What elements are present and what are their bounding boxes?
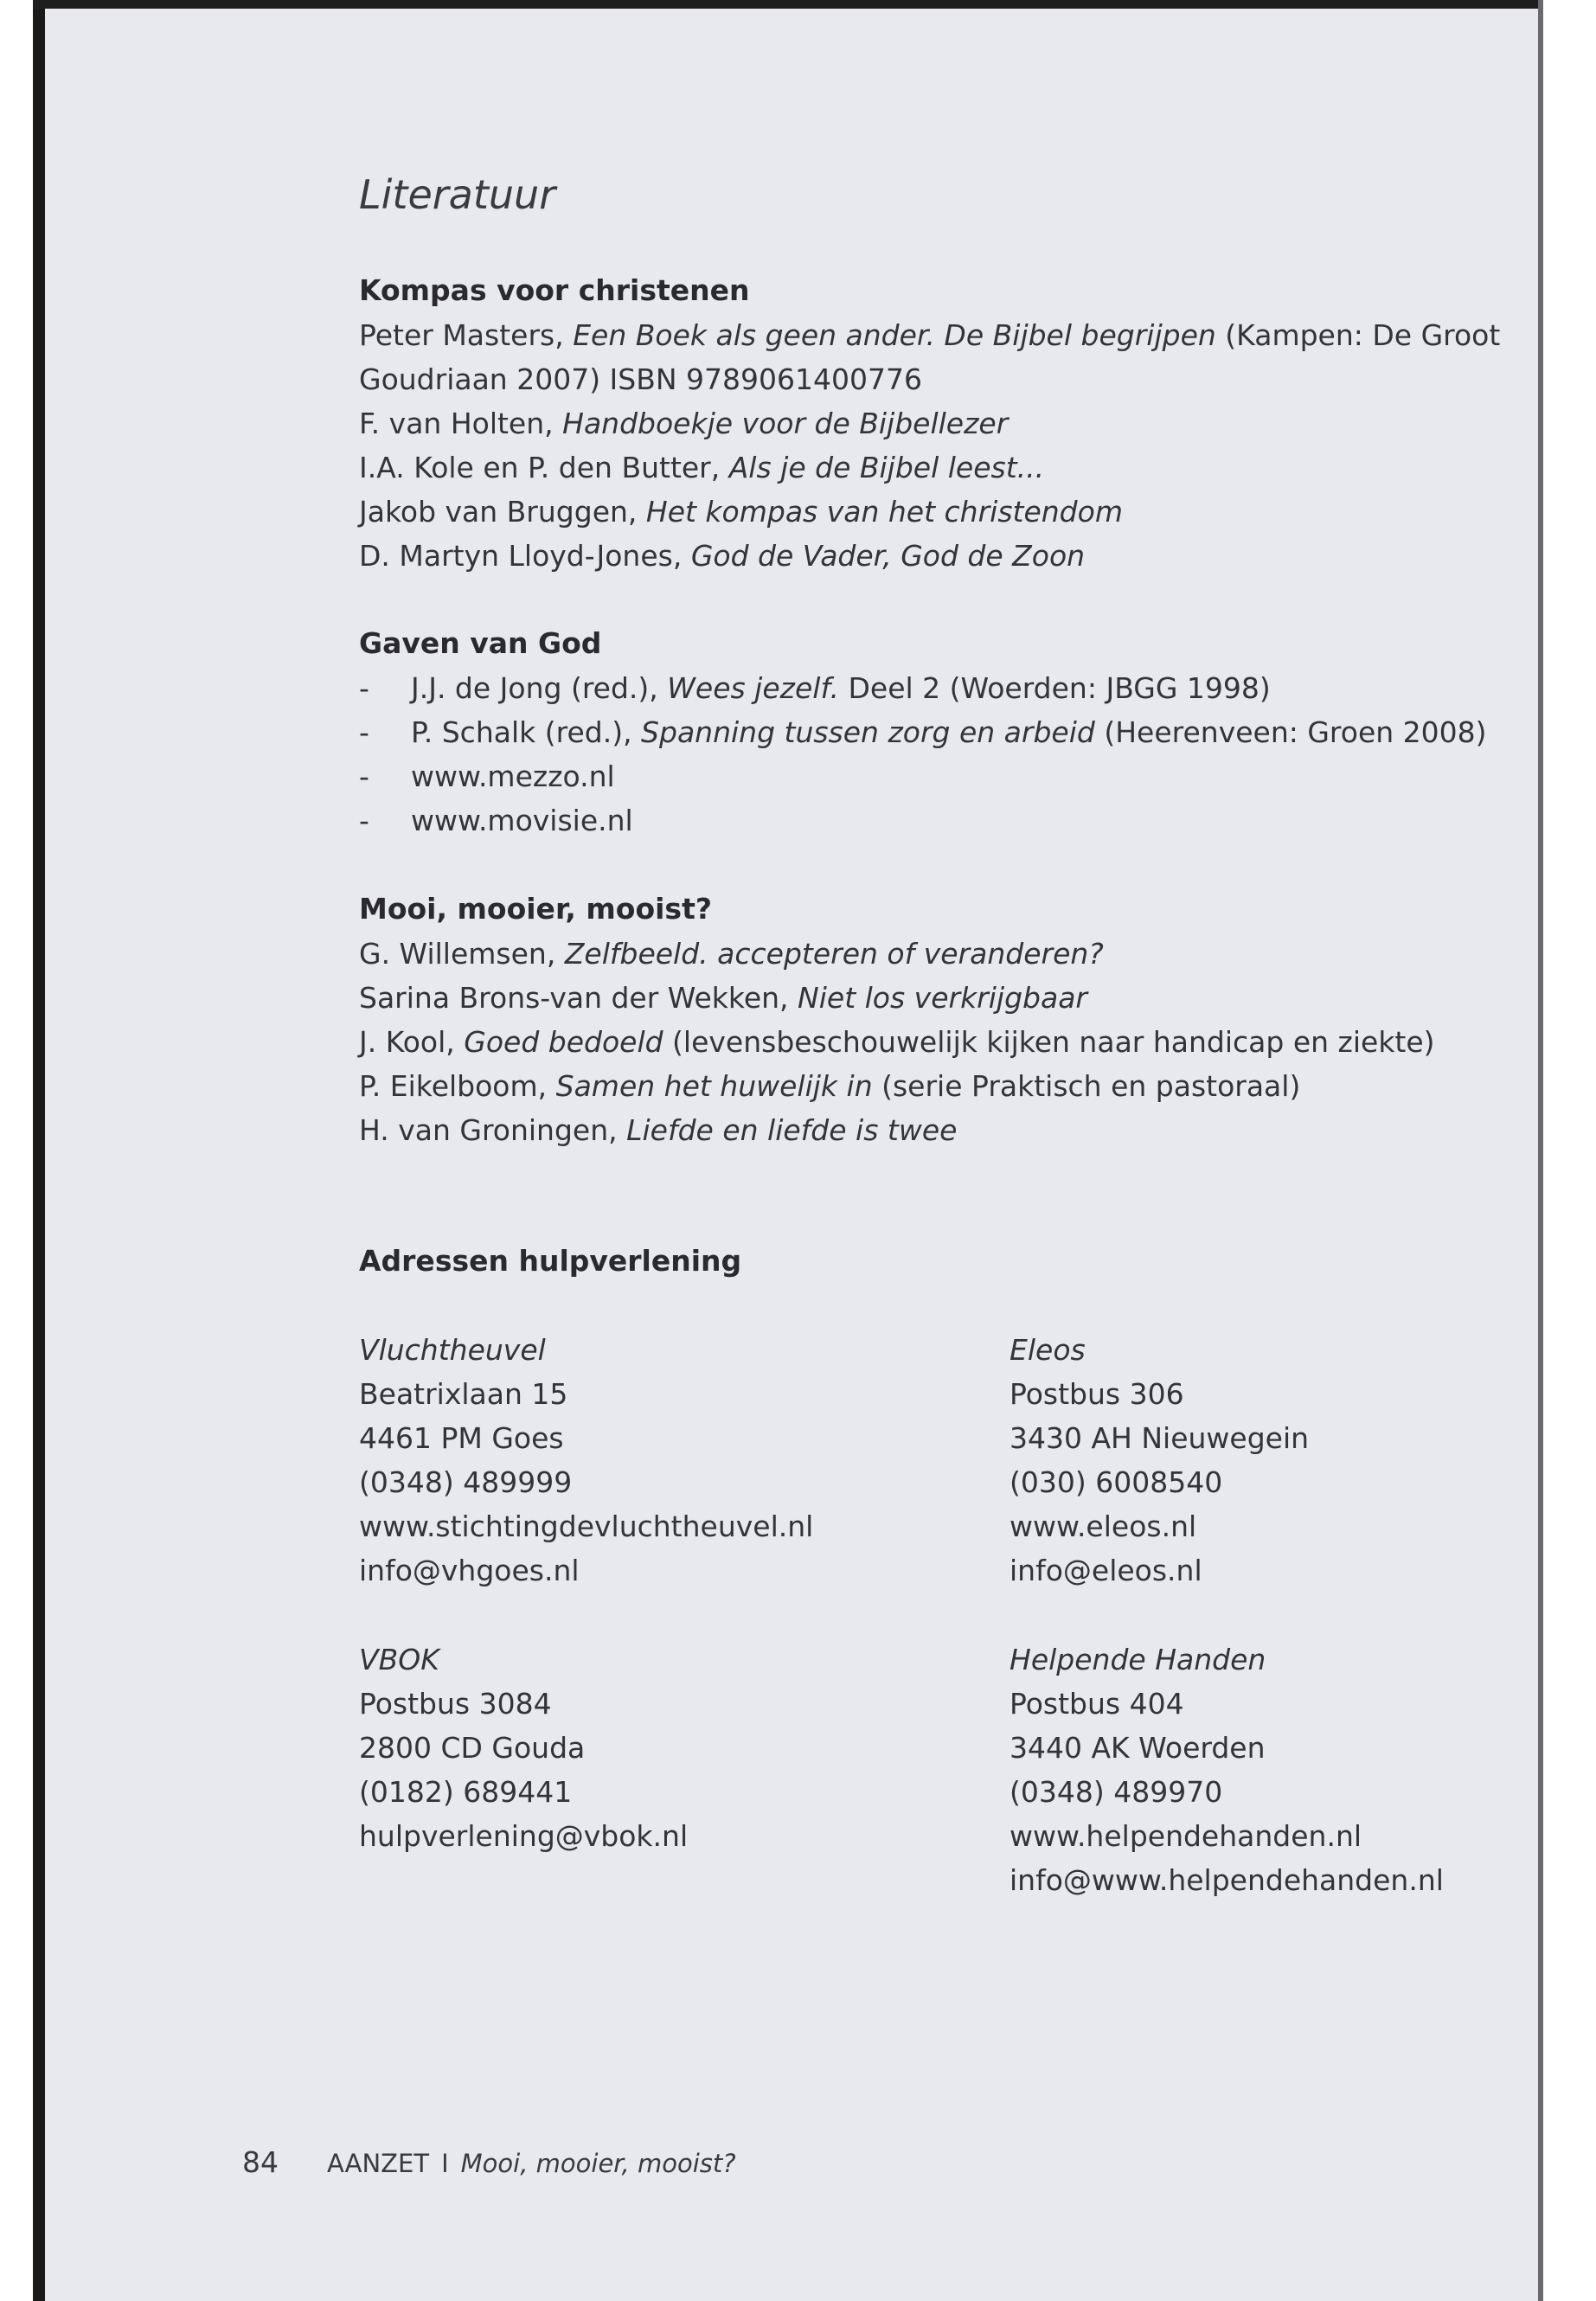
reference-text: P. Schalk (red.), bbox=[411, 715, 642, 749]
reference-text: www.movisie.nl bbox=[411, 804, 633, 837]
address-name: Vluchtheuvel bbox=[359, 1333, 546, 1367]
reference-line bbox=[359, 313, 1509, 357]
footer-series: AANZET bbox=[327, 2149, 430, 2178]
reference-line bbox=[359, 1064, 1509, 1108]
reference-text: F. van Holten, bbox=[359, 407, 563, 440]
section-title-kompas: Kompas voor christenen bbox=[359, 273, 750, 307]
reference-text: I.A. Kole en P. den Butter, bbox=[359, 451, 729, 484]
address-city: 4461 PM Goes bbox=[359, 1421, 564, 1455]
reference-line bbox=[359, 666, 1509, 710]
address-name: VBOK bbox=[359, 1643, 439, 1676]
list-dash: - bbox=[359, 804, 369, 837]
reference-list-mooi bbox=[359, 932, 1509, 1152]
reference-title: Niet los verkrijgbaar bbox=[798, 981, 1087, 1015]
section-kompas bbox=[359, 268, 1509, 578]
reference-line bbox=[359, 1020, 1509, 1064]
address-name: Helpende Handen bbox=[1010, 1643, 1266, 1676]
reference-text: J. Kool, bbox=[359, 1025, 465, 1059]
section-title-gaven: Gaven van God bbox=[359, 626, 602, 660]
reference-list-gaven bbox=[359, 666, 1509, 843]
address-name: Eleos bbox=[1010, 1333, 1086, 1367]
reference-text: P. Eikelboom, bbox=[359, 1069, 556, 1103]
reference-line bbox=[359, 445, 1509, 490]
address-email: info@www.helpendehanden.nl bbox=[1010, 1863, 1444, 1897]
binding-shadow bbox=[33, 0, 45, 2301]
reference-line bbox=[359, 534, 1509, 578]
address-vluchtheuvel bbox=[359, 1328, 895, 1593]
reference-line bbox=[359, 1108, 1509, 1152]
reference-line bbox=[359, 976, 1509, 1020]
reference-text: Peter Masters, bbox=[359, 318, 574, 352]
reference-text: (serie Praktisch en pastoraal) bbox=[872, 1069, 1301, 1103]
footer-separator: I bbox=[441, 2149, 449, 2178]
address-website: www.stichtingdevluchtheuvel.nl bbox=[359, 1509, 814, 1543]
address-phone: (0348) 489999 bbox=[359, 1465, 573, 1499]
reference-title: Handboekje voor de Bijbellezer bbox=[562, 407, 1009, 440]
list-dash: - bbox=[359, 760, 369, 793]
address-city: 2800 CD Gouda bbox=[359, 1731, 586, 1765]
reference-title: Goed bedoeld bbox=[464, 1025, 663, 1059]
reference-line bbox=[359, 401, 1509, 445]
reference-title: God de Vader, God de Zoon bbox=[690, 539, 1086, 573]
address-city: 3440 AK Woerden bbox=[1010, 1731, 1266, 1765]
reference-title: Liefde en liefde is twee bbox=[626, 1113, 958, 1147]
reference-text: Deel 2 (Woerden: JBGG 1998) bbox=[838, 671, 1271, 705]
top-edge-shadow bbox=[33, 0, 1555, 9]
reference-text: J.J. de Jong (red.), bbox=[411, 671, 668, 705]
reference-line bbox=[359, 798, 1509, 843]
reference-text: (Heerenveen: Groen 2008) bbox=[1094, 715, 1487, 749]
scan-margin-left bbox=[0, 0, 33, 2301]
address-phone: (030) 6008540 bbox=[1010, 1465, 1223, 1499]
reference-title: Een Boek als geen ander. De Bijbel begrijpen bbox=[573, 318, 1216, 352]
address-vbok bbox=[359, 1638, 895, 1858]
section-adressen bbox=[359, 1239, 1509, 1284]
reference-text: www.mezzo.nl bbox=[411, 760, 615, 793]
address-city: 3430 AH Nieuwegein bbox=[1010, 1421, 1310, 1455]
scan-margin-right bbox=[1543, 0, 1596, 2301]
address-email: hulpverlening@vbok.nl bbox=[359, 1819, 689, 1853]
reference-line bbox=[359, 710, 1509, 754]
address-website: www.helpendehanden.nl bbox=[1010, 1819, 1362, 1853]
reference-title: Wees jezelf. bbox=[667, 671, 839, 705]
address-street: Beatrixlaan 15 bbox=[359, 1377, 568, 1411]
page-heading: Literatuur bbox=[359, 171, 556, 218]
address-street: Postbus 3084 bbox=[359, 1687, 552, 1721]
section-title-mooi: Mooi, mooier, mooist? bbox=[359, 892, 712, 926]
reference-title: Spanning tussen zorg en arbeid bbox=[641, 715, 1095, 749]
section-gaven bbox=[359, 621, 1509, 843]
reference-title: Zelfbeeld. accepteren of veranderen? bbox=[564, 937, 1104, 971]
footer-subtitle: Mooi, mooier, mooist? bbox=[460, 2149, 736, 2178]
address-email: info@eleos.nl bbox=[1010, 1554, 1202, 1587]
reference-text: (Kampen: De Groot bbox=[1215, 318, 1501, 352]
address-phone: (0348) 489970 bbox=[1010, 1775, 1223, 1809]
reference-text: G. Willemsen, bbox=[359, 937, 565, 971]
reference-title: Als je de Bijbel leest... bbox=[728, 451, 1045, 484]
list-dash: - bbox=[359, 715, 369, 749]
address-phone: (0182) 689441 bbox=[359, 1775, 573, 1809]
page-footer bbox=[242, 2145, 736, 2179]
page-number: 84 bbox=[242, 2145, 279, 2179]
reference-line bbox=[359, 754, 1509, 798]
reference-list-kompas bbox=[359, 313, 1509, 578]
reference-line bbox=[359, 357, 1509, 401]
list-dash: - bbox=[359, 671, 369, 705]
reference-line bbox=[359, 932, 1509, 976]
reference-text: Goudriaan 2007) ISBN 9789061400776 bbox=[359, 362, 922, 396]
reference-title: Het kompas van het christendom bbox=[645, 495, 1123, 529]
reference-title: Samen het huwelijk in bbox=[555, 1069, 873, 1103]
section-mooi bbox=[359, 887, 1509, 1152]
reference-text: Sarina Brons-van der Wekken, bbox=[359, 981, 798, 1015]
address-street: Postbus 306 bbox=[1010, 1377, 1184, 1411]
address-helpende-handen bbox=[1010, 1638, 1546, 1902]
reference-text: H. van Groningen, bbox=[359, 1113, 627, 1147]
address-eleos bbox=[1010, 1328, 1546, 1593]
reference-text: (levensbeschouwelijk kijken naar handicap en ziekte) bbox=[663, 1025, 1435, 1059]
reference-text: D. Martyn Lloyd-Jones, bbox=[359, 539, 691, 573]
address-email: info@vhgoes.nl bbox=[359, 1554, 580, 1587]
reference-text: Jakob van Bruggen, bbox=[359, 495, 646, 529]
reference-line bbox=[359, 490, 1509, 534]
address-street: Postbus 404 bbox=[1010, 1687, 1184, 1721]
section-title-adressen: Adressen hulpverlening bbox=[359, 1244, 742, 1278]
address-website: www.eleos.nl bbox=[1010, 1509, 1197, 1543]
